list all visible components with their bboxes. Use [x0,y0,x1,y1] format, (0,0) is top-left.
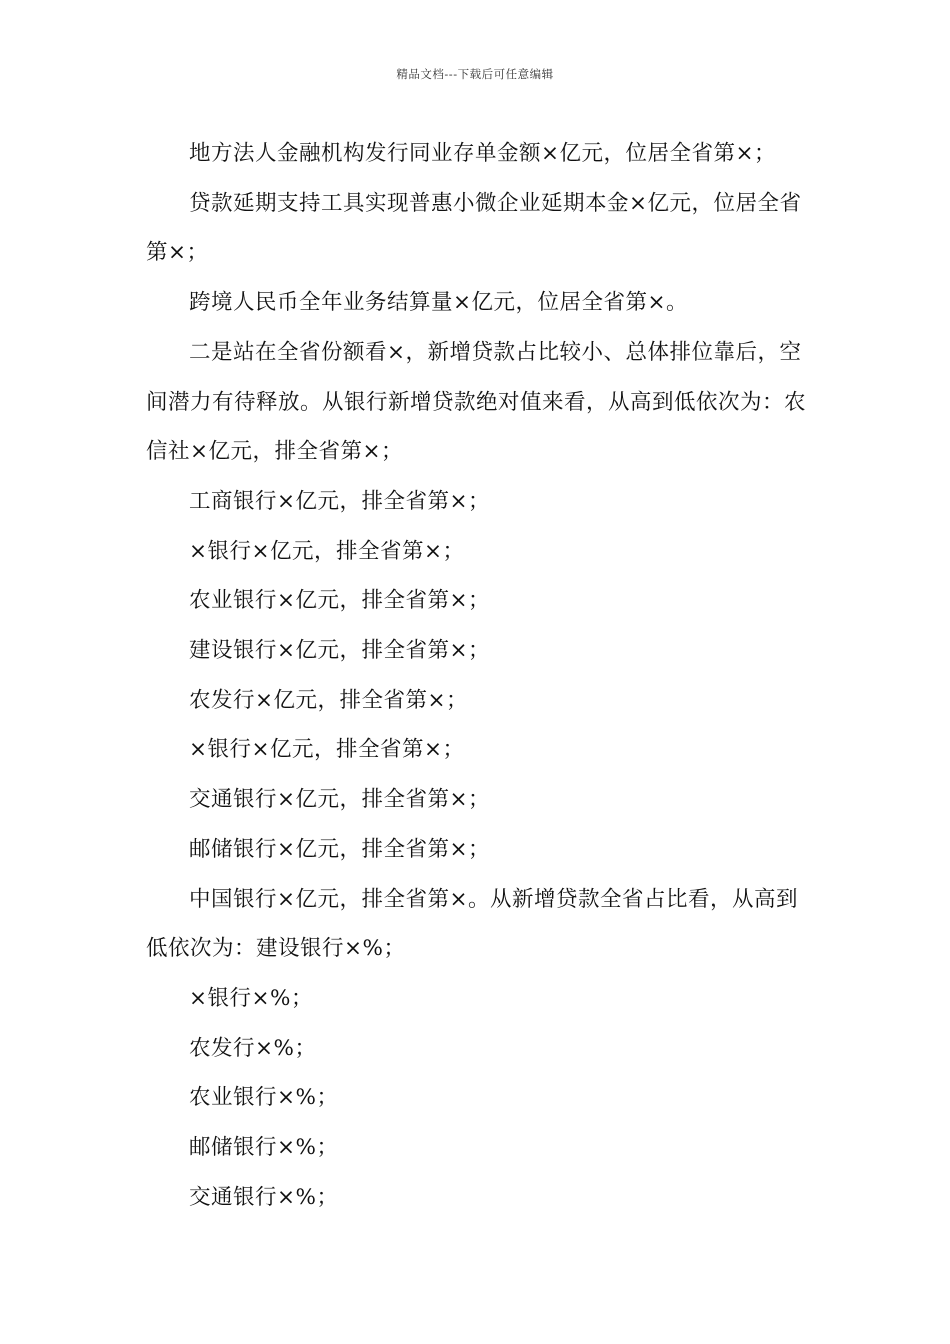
paragraph: 地方法人金融机构发行同业存单金额×亿元，位居全省第×； [189,141,777,166]
paragraph: 农业银行×亿元，排全省第×； [189,588,491,614]
paragraph: 邮储银行×亿元，排全省第×； [189,836,491,862]
paragraph: 农发行×亿元，排全省第×； [189,687,469,713]
paragraph: 农业银行×%； [189,1085,339,1111]
paragraph: 贷款延期支持工具实现普惠小微企业延期本金×亿元，位居全省第×； [146,190,802,266]
paragraph: 二是站在全省份额看×，新增贷款占比较小、总体排位靠后，空间潜力有待释放。从银行新增贷款绝对值来看，从高到低依次为：农信社×亿元，排全省第×； [146,339,807,465]
paragraph: 跨境人民币全年业务结算量×亿元，位居全省第×。 [189,290,689,316]
paragraph: 邮储银行×%； [189,1135,339,1161]
paragraph: ×银行×亿元，排全省第×； [189,538,465,564]
paragraph: 交通银行×%； [189,1184,339,1210]
document-body [146,129,808,1222]
paragraph: 建设银行×亿元，排全省第×； [189,638,491,664]
paragraph: 农发行×%； [189,1035,317,1061]
paragraph: 工商银行×亿元，排全省第×； [189,488,491,514]
page-header: 精品文档---下载后可任意编辑 [396,67,554,81]
paragraph: 交通银行×亿元，排全省第×； [189,787,491,813]
paragraph: 中国银行×亿元，排全省第×。从新增贷款全省占比看，从高到低依次为：建设银行×%； [146,886,799,962]
paragraph: ×银行×%； [189,985,313,1011]
paragraph: ×银行×亿元，排全省第×； [189,737,465,763]
